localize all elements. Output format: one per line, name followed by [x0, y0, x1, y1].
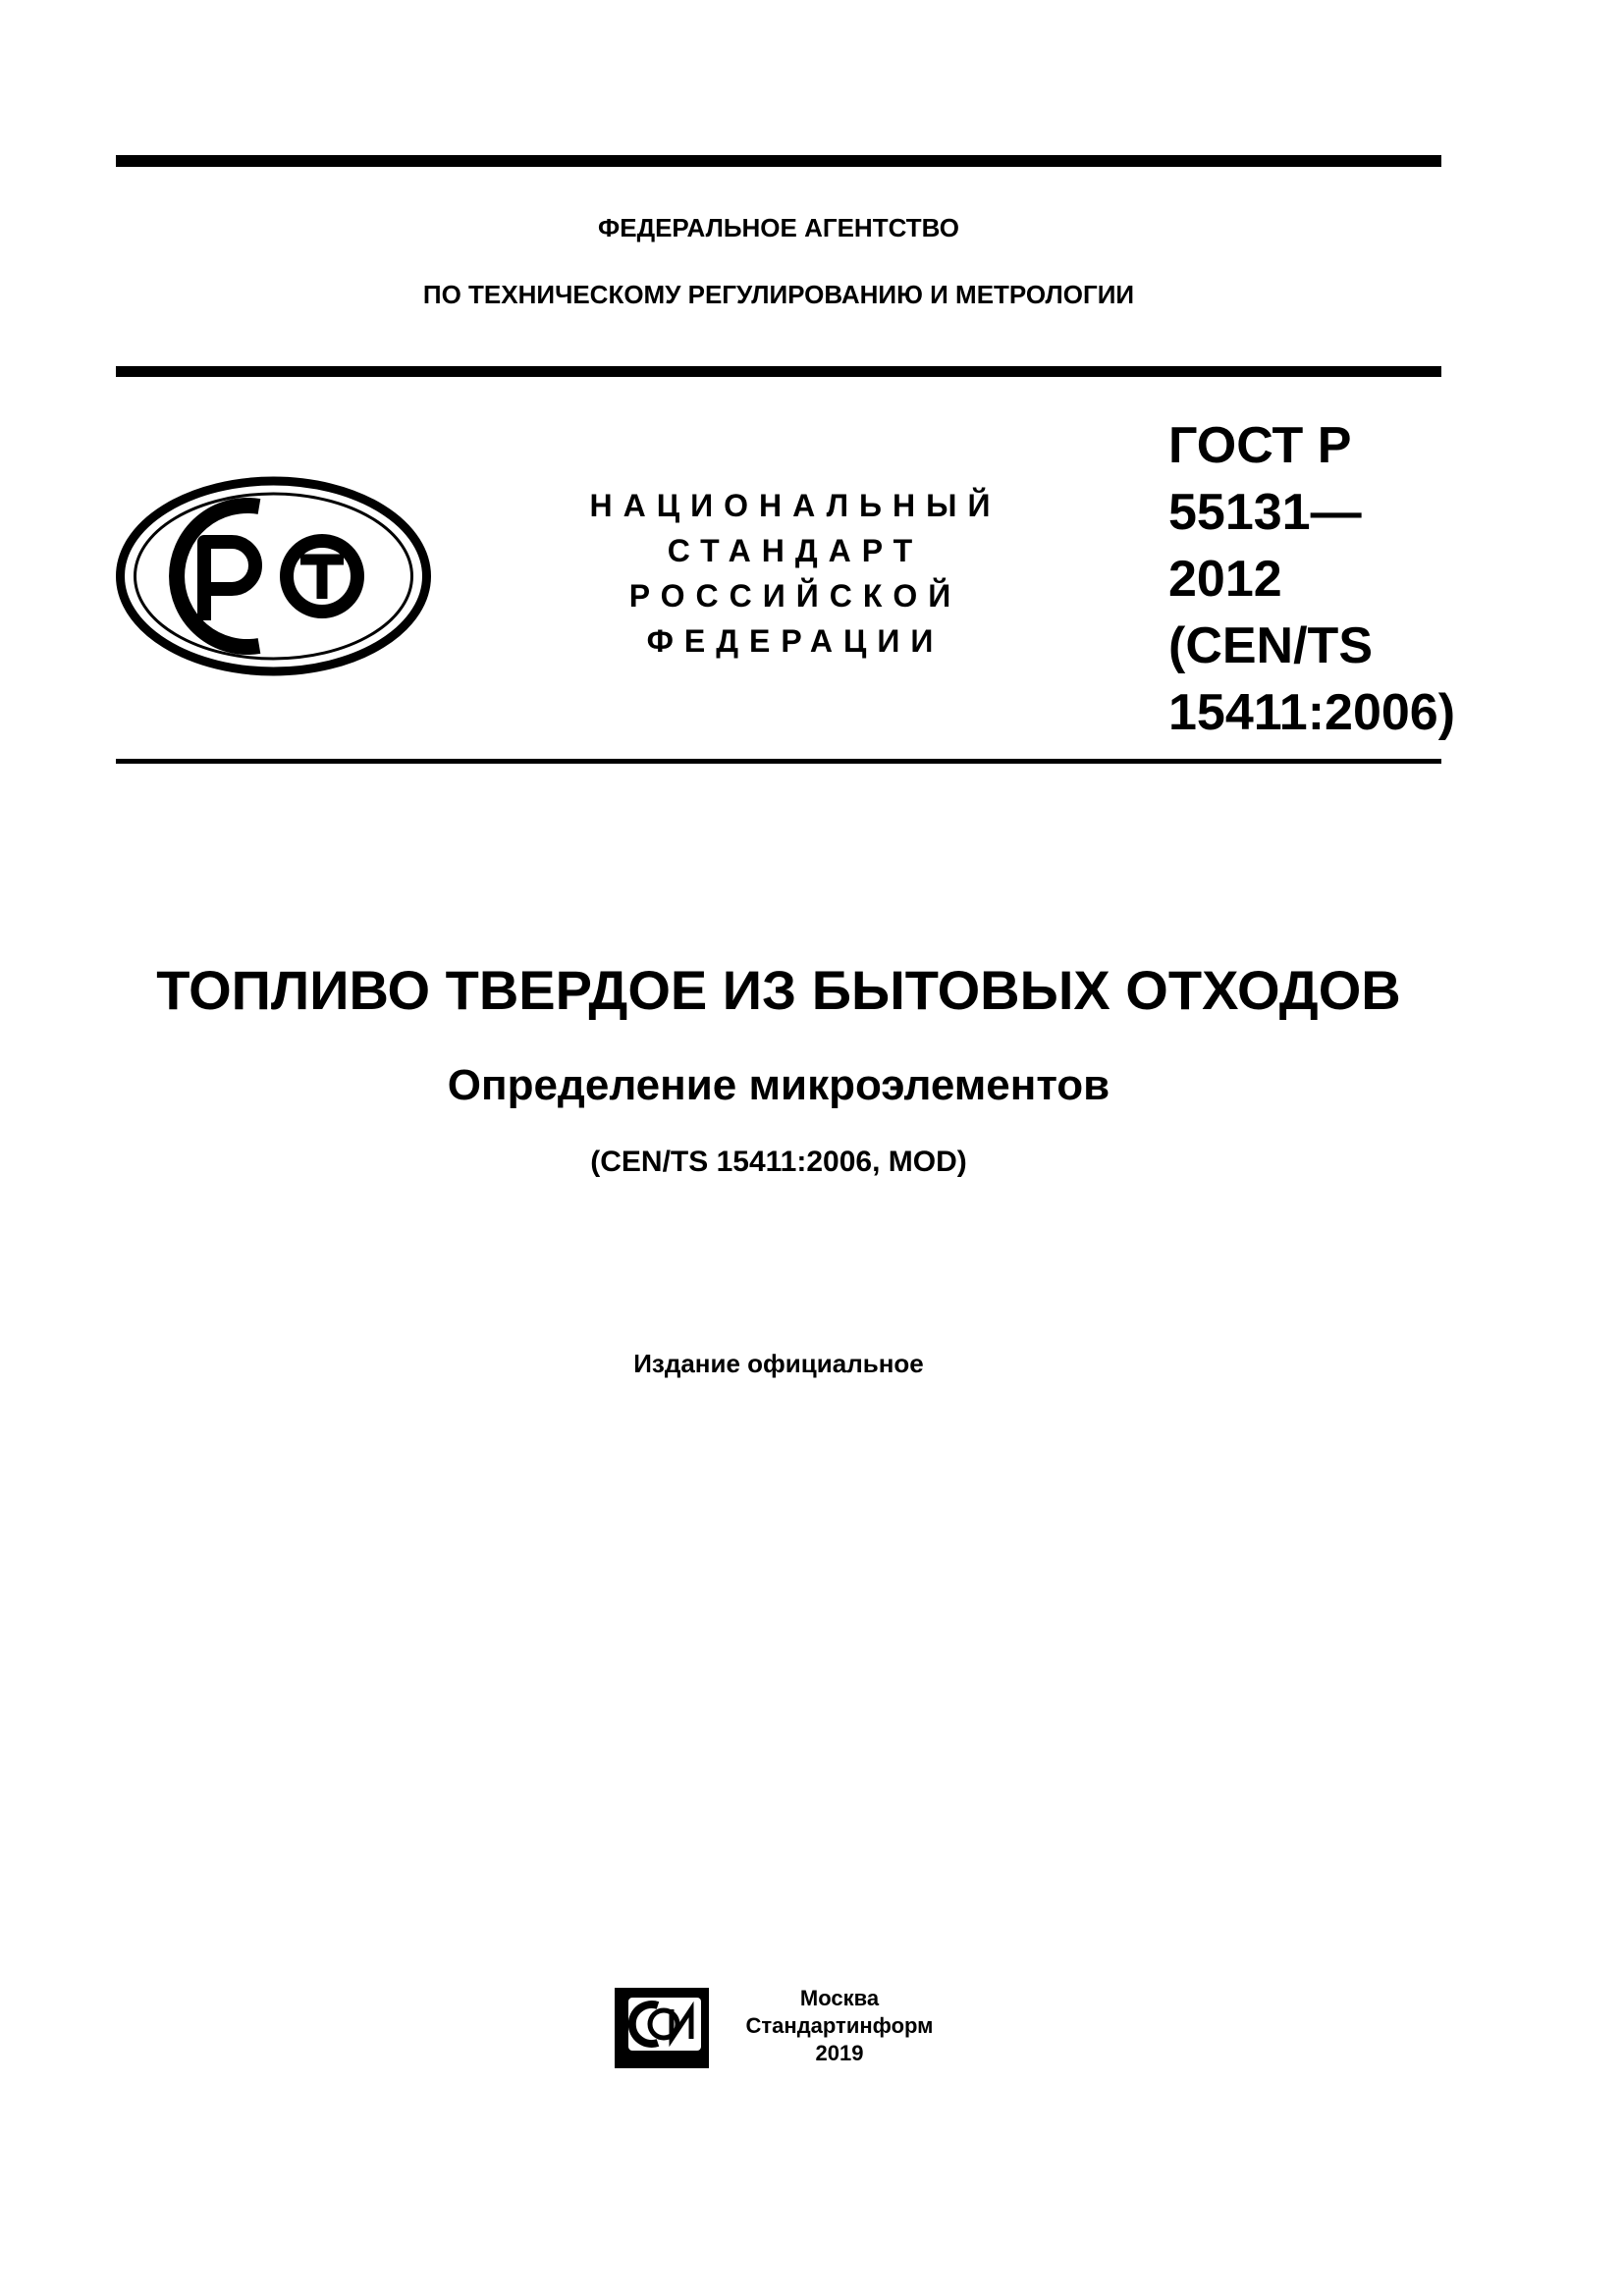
- national-standard-line: РОССИЙСКОЙ: [628, 578, 962, 614]
- publisher-city: Москва: [799, 1986, 880, 2010]
- publisher-imprint: [717, 1985, 962, 2067]
- top-rule: [116, 155, 1441, 167]
- publisher-name: Стандартинформ: [745, 2013, 934, 2038]
- header-rule: [116, 366, 1441, 377]
- designation-line: (CEN/TS: [1168, 617, 1373, 674]
- document-subtitle: Определение микроэлементов: [447, 1061, 1110, 1109]
- publication-year: 2019: [815, 2041, 864, 2065]
- designation-line: ГОСТ Р: [1168, 417, 1352, 474]
- designation-line: 15411:2006): [1168, 684, 1456, 741]
- national-standard-line: ФЕДЕРАЦИИ: [646, 623, 945, 659]
- standartinform-logo-icon: [615, 1988, 709, 2068]
- designation-line: 2012: [1168, 551, 1282, 608]
- masthead-bottom-rule: [116, 759, 1441, 764]
- designation-line: 55131—: [1168, 484, 1362, 541]
- national-standard-label: [569, 483, 1021, 664]
- rst-emblem-icon: [114, 475, 433, 677]
- agency-name-line2: ПО ТЕХНИЧЕСКОМУ РЕГУЛИРОВАНИЮ И МЕТРОЛОГИИ: [422, 280, 1135, 309]
- standard-designation: [1168, 412, 1456, 746]
- edition-label: Издание официальное: [633, 1349, 924, 1378]
- national-standard-line: НАЦИОНАЛЬНЫЙ: [589, 488, 1001, 523]
- international-reference: (CEN/TS 15411:2006, MOD): [590, 1146, 967, 1178]
- national-standard-line: СТАНДАРТ: [667, 533, 924, 568]
- agency-name-line1: ФЕДЕРАЛЬНОЕ АГЕНТСТВО: [598, 213, 959, 242]
- document-title: ТОПЛИВО ТВЕРДОЕ ИЗ БЫТОВЫХ ОТХОДОВ: [156, 959, 1401, 1021]
